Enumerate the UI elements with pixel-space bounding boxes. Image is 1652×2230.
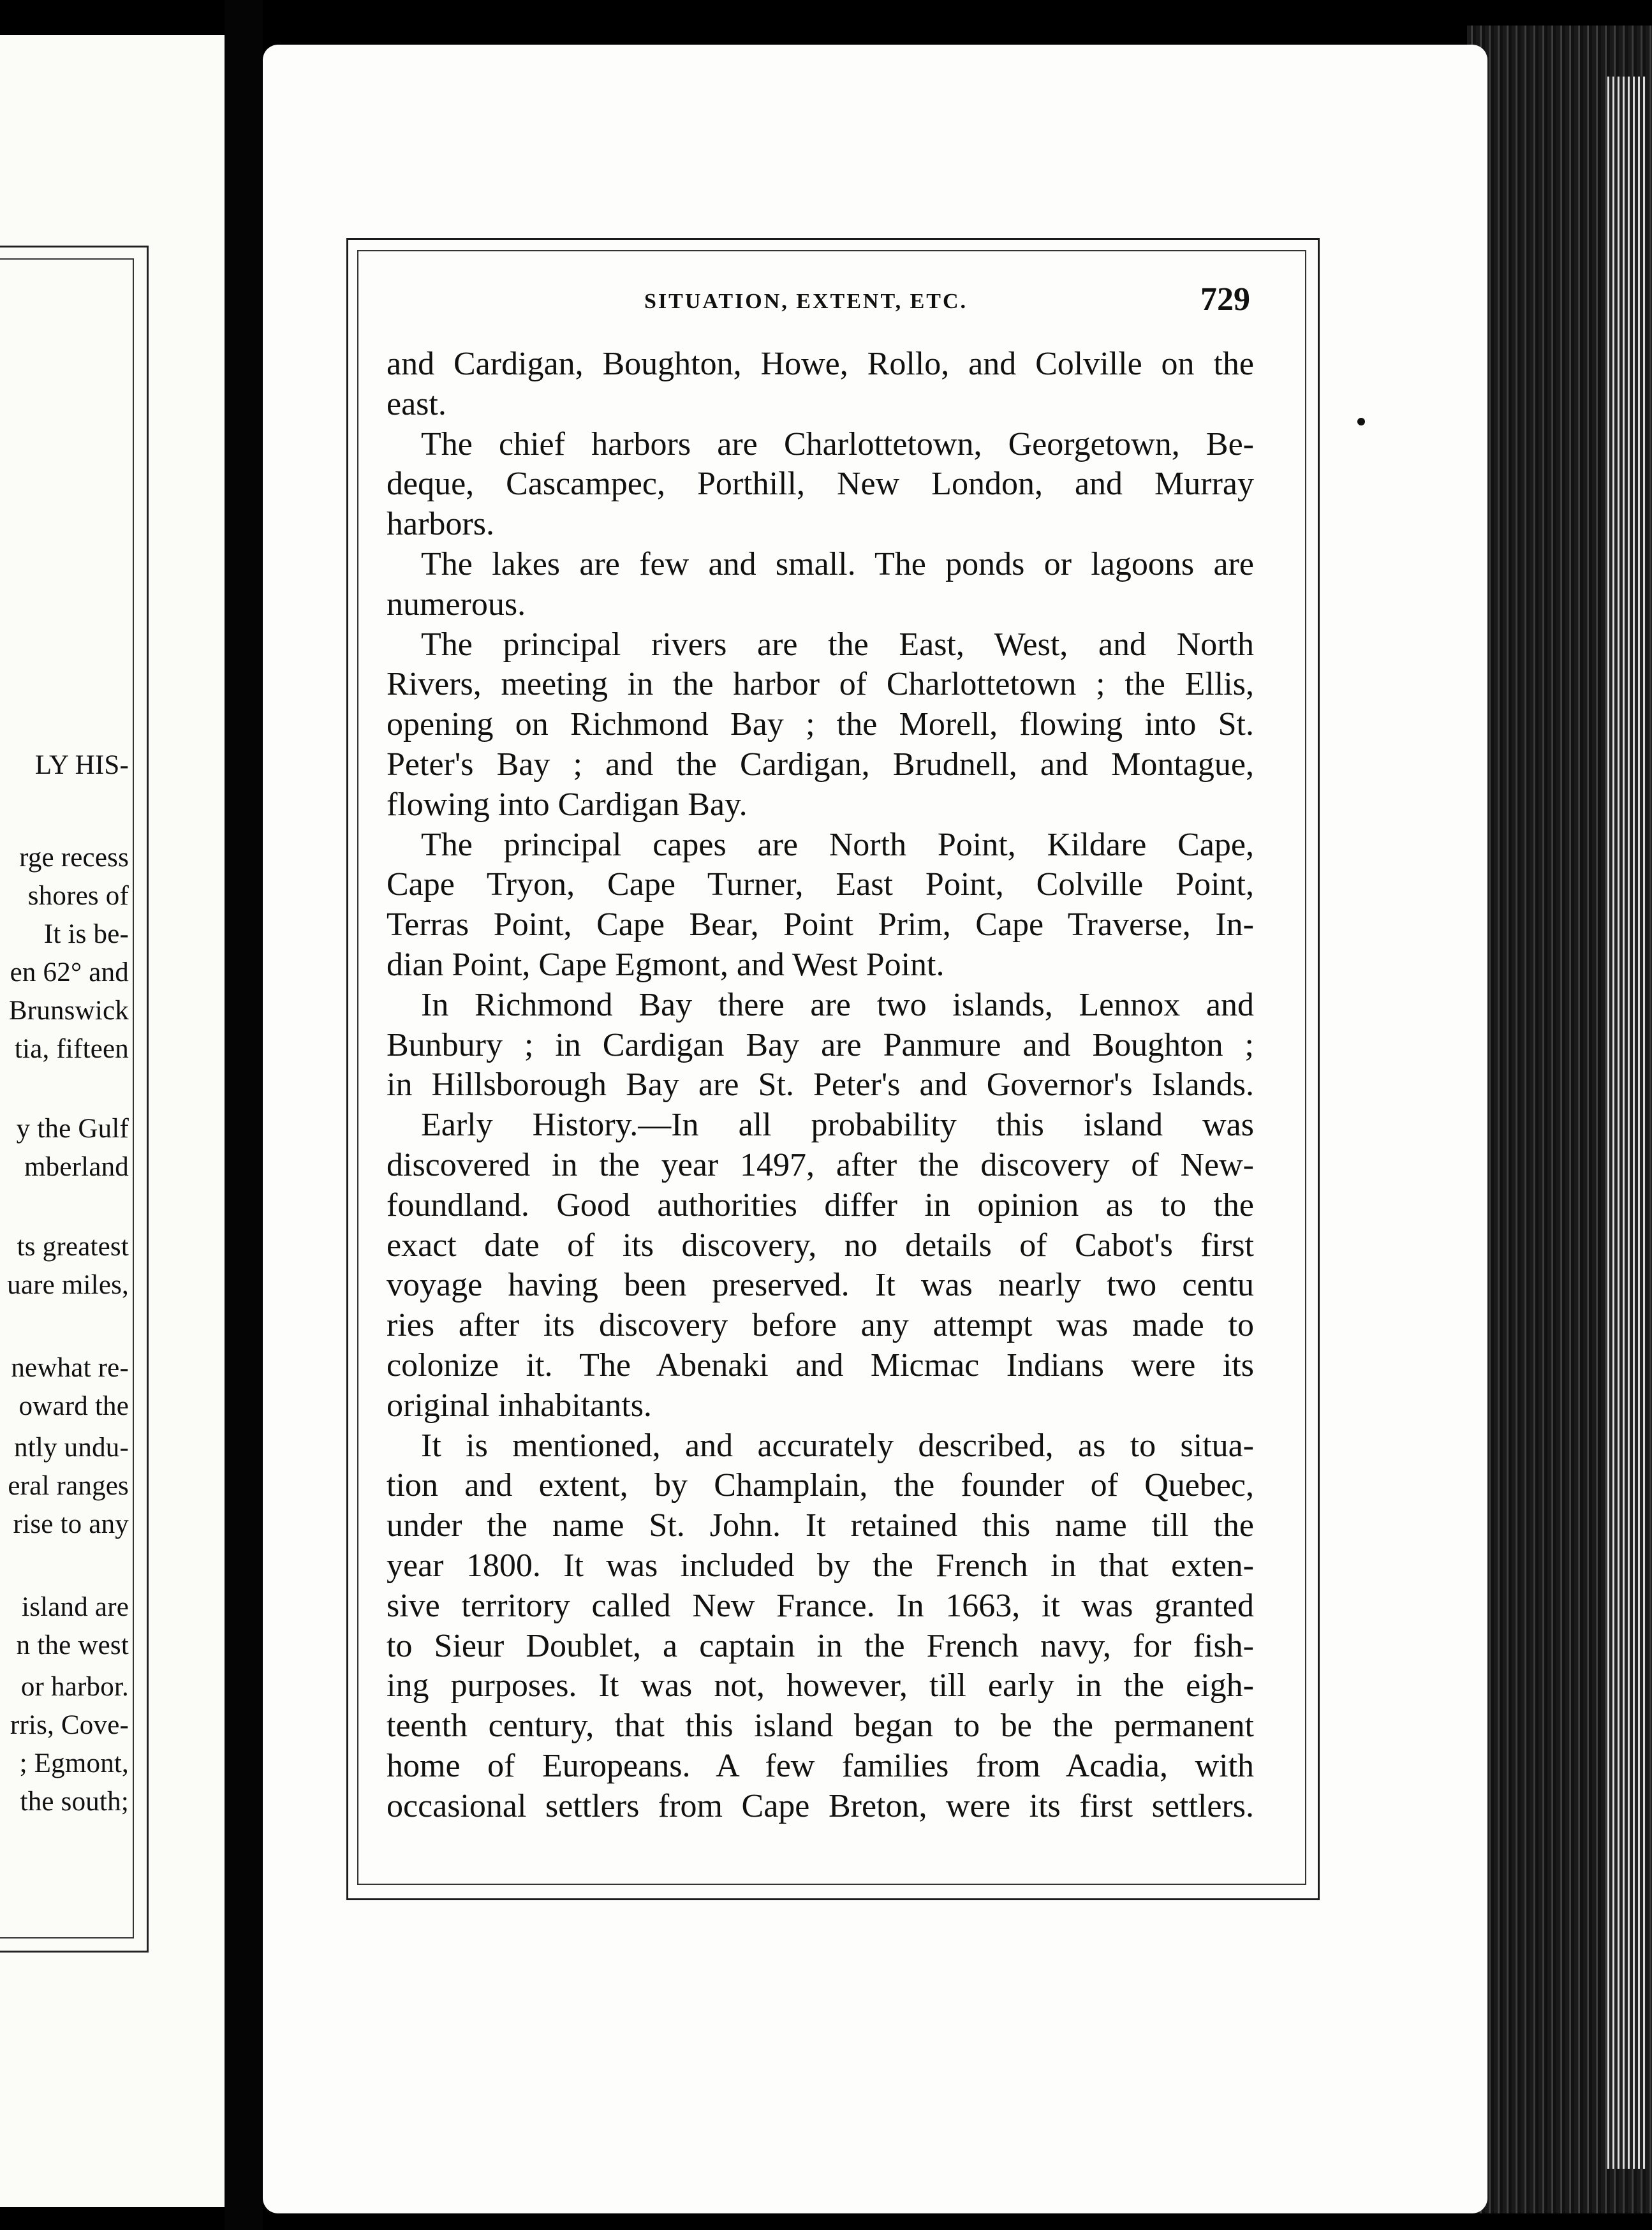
- running-head: SITUATION, EXTENT, ETC.: [644, 290, 968, 313]
- text-line: harbors.: [387, 506, 494, 543]
- text-line: in Hillsborough Bay are St. Peter's and Governor's Islands.: [387, 1067, 1254, 1104]
- left-page-line: n the west: [16, 1630, 129, 1660]
- text-line: east.: [387, 385, 446, 422]
- left-page-line: Brunswick: [8, 996, 129, 1026]
- text-line: The principal capes are North Point, Kildare Cape,: [421, 826, 1254, 863]
- text-line: The lakes are few and small. The ponds or lagoons are: [421, 545, 1254, 582]
- text-line: It is mentioned, and accurately described, as to situa-: [421, 1427, 1254, 1464]
- text-line: The principal rivers are the East, West, and North: [421, 626, 1254, 663]
- left-page-line: It is be-: [43, 919, 129, 949]
- left-page-line: the south;: [20, 1787, 129, 1817]
- text-line: under the name St. John. It retained this name till the: [387, 1507, 1254, 1544]
- text-line: flowing into Cardigan Bay.: [387, 786, 748, 823]
- text-line: In Richmond Bay there are two islands, Lennox and: [421, 986, 1254, 1023]
- page-header: [389, 281, 1250, 325]
- ink-spot: [1357, 418, 1365, 425]
- text-line: original inhabitants.: [387, 1387, 652, 1424]
- left-page-line: ntly undu-: [14, 1433, 129, 1463]
- left-page: [0, 35, 225, 2207]
- text-line: teenth century, that this island began to be the permanent: [387, 1708, 1254, 1745]
- text-line: dian Point, Cape Egmont, and West Point.: [387, 946, 945, 983]
- text-line: ing purposes. It was not, however, till early in the eigh-: [387, 1667, 1254, 1704]
- text-line: and Cardigan, Boughton, Howe, Rollo, and Colville on the: [387, 346, 1254, 382]
- text-line: ries after its discovery before any attempt was made to: [387, 1307, 1254, 1344]
- left-page-line: en 62° and: [10, 957, 129, 987]
- left-page-line: oward the: [18, 1391, 129, 1421]
- left-page-line: newhat re-: [11, 1353, 129, 1383]
- text-line: occasional settlers from Cape Breton, were its first settlers.: [387, 1787, 1254, 1824]
- left-page-line: uare miles,: [7, 1270, 129, 1300]
- left-page-line: rise to any: [13, 1509, 129, 1539]
- text-line: numerous.: [387, 586, 526, 623]
- text-line: opening on Richmond Bay ; the Morell, flowing into St.: [387, 706, 1254, 743]
- text-line: home of Europeans. A few families from Acadia, with: [387, 1747, 1254, 1784]
- page-number: 729: [1200, 281, 1250, 318]
- text-line: to Sieur Doublet, a captain in the French navy, for fish-: [387, 1627, 1254, 1664]
- left-page-line: eral ranges: [8, 1471, 129, 1501]
- text-line: Terras Point, Cape Bear, Point Prim, Cape Traverse, In-: [387, 906, 1254, 943]
- body-text: [387, 344, 1254, 1826]
- left-page-line: mberland: [24, 1152, 129, 1182]
- left-page-line: rris, Cove-: [10, 1710, 129, 1740]
- page-edges-highlight: [1607, 77, 1646, 2169]
- left-page-line: y the Gulf: [16, 1114, 129, 1144]
- text-line: year 1800. It was included by the French in that exten-: [387, 1547, 1254, 1584]
- left-page-line: or harbor.: [20, 1672, 129, 1702]
- text-line: colonize it. The Abenaki and Micmac Indians were its: [387, 1347, 1254, 1384]
- left-page-line: island are: [22, 1592, 129, 1622]
- text-line: Peter's Bay ; and the Cardigan, Brudnell, and Montague,: [387, 746, 1254, 783]
- text-line: Bunbury ; in Cardigan Bay are Panmure and Boughton ;: [387, 1026, 1254, 1063]
- left-page-line: rge recess: [19, 843, 129, 873]
- text-line: deque, Cascampec, Porthill, New London, and Murray: [387, 466, 1254, 503]
- text-line: discovered in the year 1497, after the discovery of New-: [387, 1146, 1254, 1183]
- text-line: tion and extent, by Champlain, the founder of Quebec,: [387, 1467, 1254, 1504]
- text-line: foundland. Good authorities differ in opinion as to the: [387, 1186, 1254, 1223]
- text-line: sive territory called New France. In 1663, it was granted: [387, 1587, 1254, 1624]
- text-line: Cape Tryon, Cape Turner, East Point, Colville Point,: [387, 866, 1254, 903]
- left-page-line: LY HIS-: [34, 750, 129, 780]
- text-line: Early History.—In all probability this island was: [421, 1107, 1254, 1144]
- text-line: The chief harbors are Charlottetown, Georgetown, Be-: [421, 425, 1254, 462]
- left-page-line: ; Egmont,: [19, 1748, 129, 1778]
- text-line: Rivers, meeting in the harbor of Charlottetown ; the Ellis,: [387, 666, 1254, 703]
- text-line: exact date of its discovery, no details of Cabot's first: [387, 1227, 1254, 1264]
- left-page-line: shores of: [27, 881, 129, 911]
- text-line: voyage having been preserved. It was nearly two centu: [387, 1267, 1254, 1304]
- book-gutter: [225, 0, 263, 2230]
- left-page-line: ts greatest: [17, 1232, 129, 1262]
- left-page-line: tia, fifteen: [14, 1034, 129, 1064]
